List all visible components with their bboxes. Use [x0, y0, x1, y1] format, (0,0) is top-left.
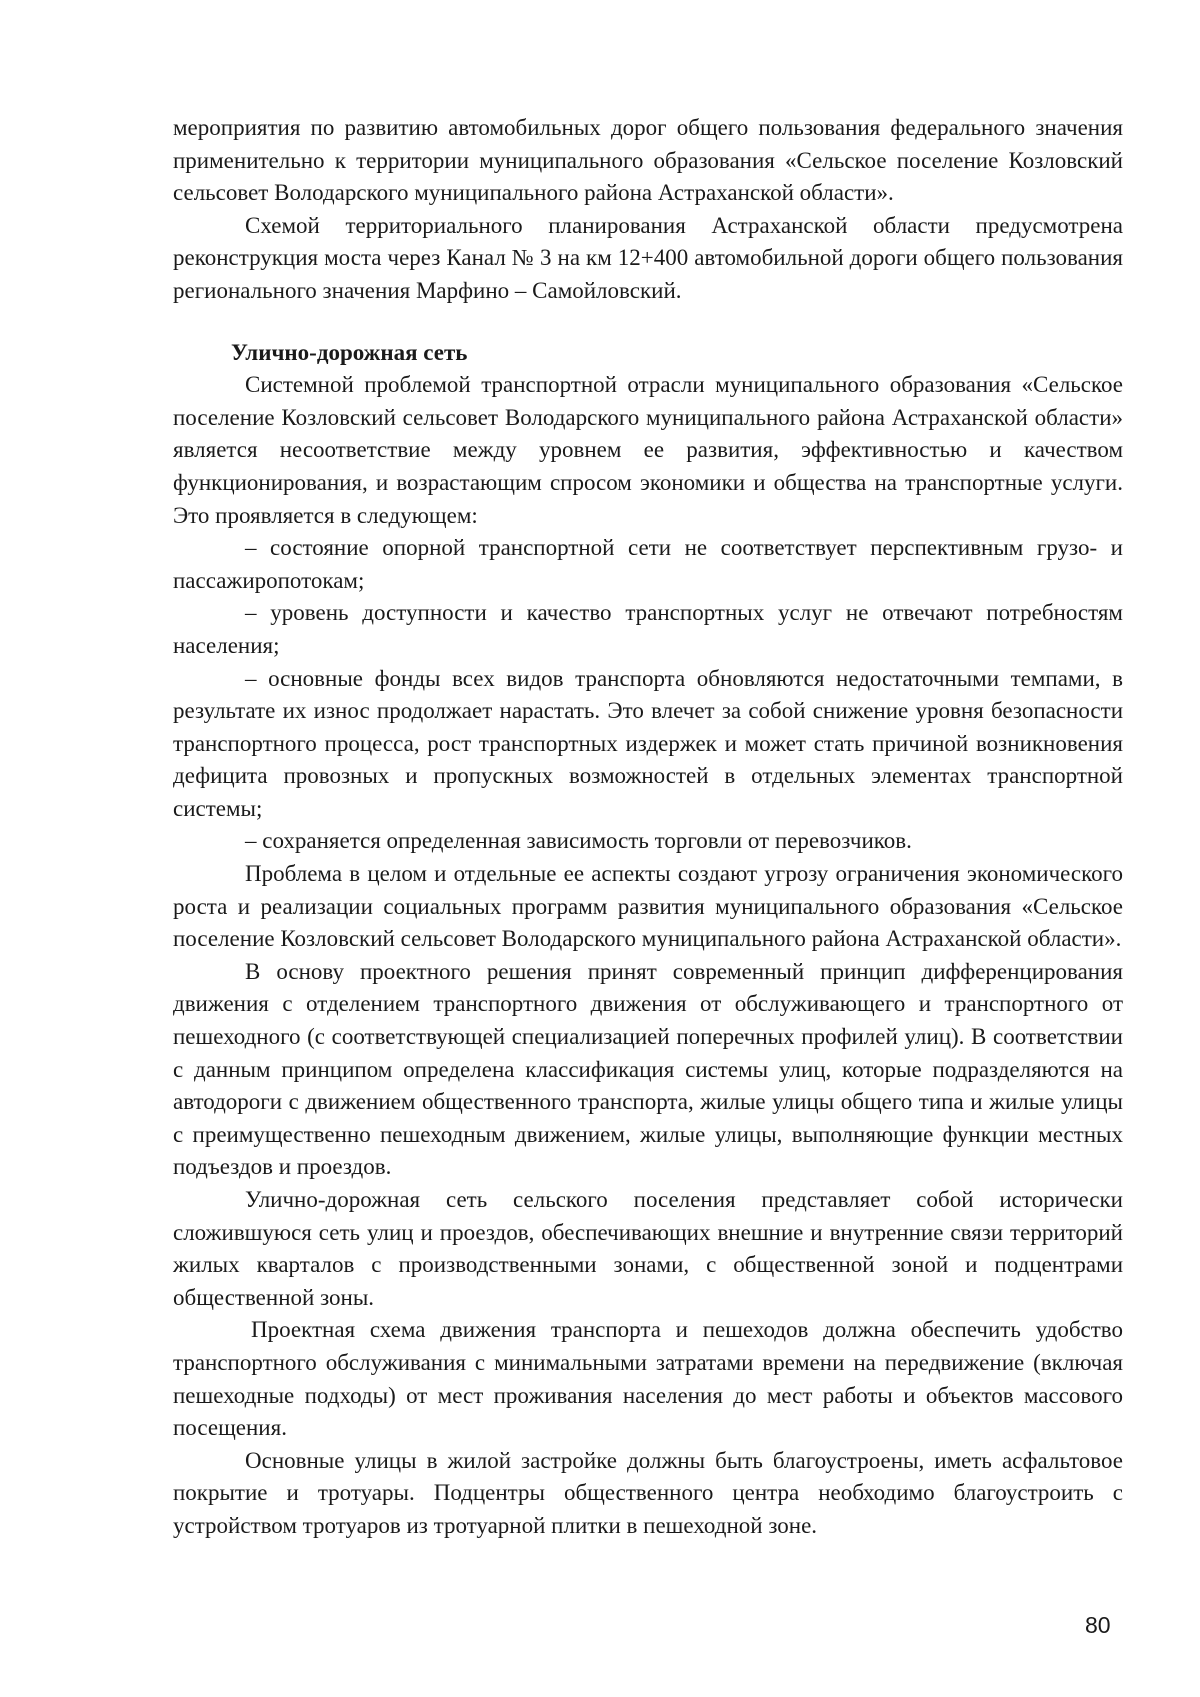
paragraph-main-streets: Основные улицы в жилой застройке должны быть благоустроены, иметь асфальтовое покрытие и тротуары. Подцентры общественного центра необходимо благоустроить с устройством тротуаров из тротуарной плитки в пешеходной зоне. — [173, 1447, 1123, 1538]
list-item-trade-dependency: – сохраняется определенная зависимость торговли от перевозчиков. — [245, 828, 912, 854]
page-body — [173, 112, 1123, 1543]
paragraph-systemic-problem: Системной проблемой транспортной отрасли муниципального образования «Сельское поселение Козловский сельсовет Володарского муниципального района Астраханской области» является несоответствие между уровнем ее развития, эффективностью и качеством функционирования, и возрастающим спросом экономики и общества на транспортные услуги. Это проявляется в следующем: — [173, 372, 1123, 528]
paragraph-street-network: Улично-дорожная сеть сельского поселения представляет собой исторически сложившуюся сеть улиц и проездов, обеспечивающих внешние и внутренние связи территорий жилых кварталов с производственными зонами, с общественной зоной и подцентрами общественной зоны. — [173, 1187, 1123, 1310]
list-item-accessibility: – уровень доступности и качество транспортных услуг не отвечают потребностям населения; — [173, 600, 1123, 658]
paragraph-growth-threat: Проблема в целом и отдельные ее аспекты создают угрозу ограничения экономического роста и реализации социальных программ развития муниципального образования «Сельское поселение Козловский сельсовет Володарского муниципального района Астраханской области». — [173, 861, 1123, 952]
list-item-fixed-assets: – основные фонды всех видов транспорта обновляются недостаточными темпами, в результате их износ продолжает нарастать. Это влечет за собой снижение уровня безопасности транспортного процесса, рост транспортных издержек и может стать причиной возникновения дефицита провозных и пропускных возможностей в отдельных элементах транспортной системы; — [173, 665, 1123, 821]
page-number: 80 — [1085, 1612, 1111, 1638]
paragraph-territorial-scheme: Схемой территориального планирования Астраханской области предусмотрена реконструкция моста через Канал № 3 на км 12+400 автомобильной дороги общего пользования регионального значения Марфино – Самойловский. — [173, 212, 1123, 303]
section-spacer — [173, 308, 1123, 337]
list-item-support-network: – состояние опорной транспортной сети не соответствует перспективным грузо- и пассажиропотокам; — [173, 535, 1123, 593]
paragraph-design-principle: В основу проектного решения принят современный принцип дифференцирования движения с отделением транспортного движения от обслуживающего и транспортного от пешеходного (с соответствующей специализацией поперечных профилей улиц). В соответствии с данным принципом определена классификация системы улиц, которые подразделяются на автодороги с движением общественного транспорта, жилые улицы общего типа и жилые улицы с преимущественно пешеходным движением, жилые улицы, выполняющие функции местных подъездов и проездов. — [173, 958, 1123, 1180]
paragraph-traffic-scheme: Проектная схема движения транспорта и пешеходов должна обеспечить удобство транспортного обслуживания с минимальными затратами времени на передвижение (включая пешеходные подходы) от мест проживания населения до мест работы и объектов массового посещения. — [173, 1317, 1123, 1441]
section-heading: Улично-дорожная сеть — [231, 339, 468, 365]
paragraph-intro-continuation: мероприятия по развитию автомобильных дорог общего пользования федерального значения применительно к территории муниципального образования «Сельское поселение Козловский сельсовет Володарского муниципального района Астраханской области». — [173, 115, 1123, 206]
